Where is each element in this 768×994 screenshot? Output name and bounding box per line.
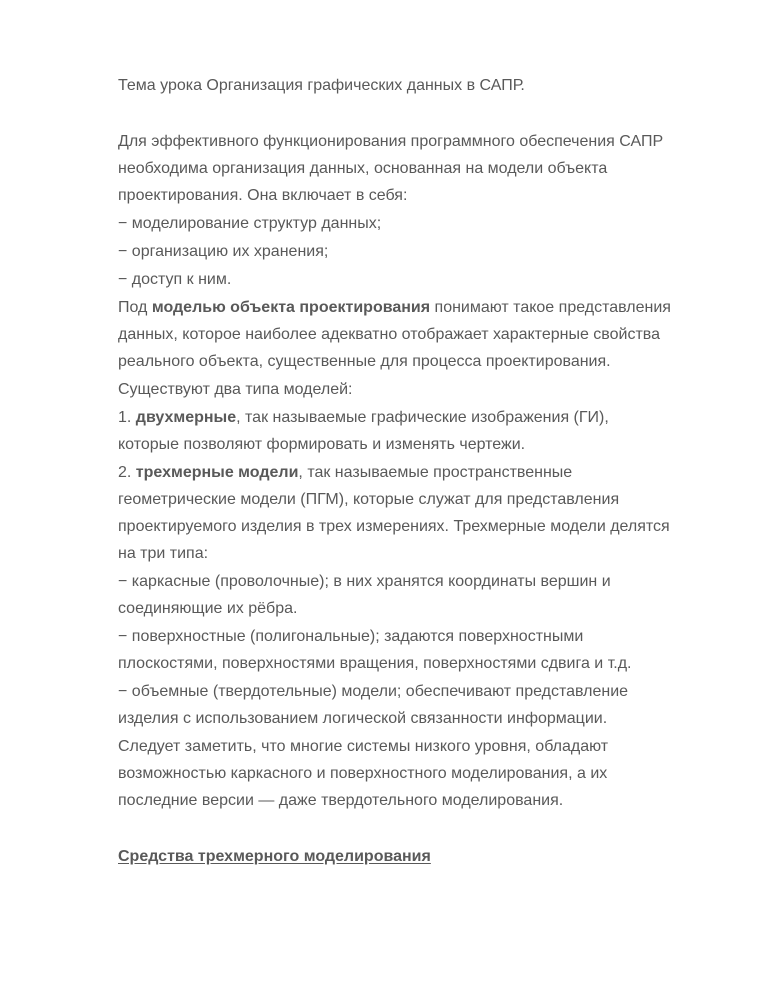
- blank-line: [118, 100, 712, 128]
- text-line: − организацию их хранения;: [118, 243, 329, 260]
- paragraph-lesson-topic: [118, 72, 712, 99]
- text-line: последние версии — даже твердотельного моделирования.: [118, 792, 564, 809]
- text-line: проектирования. Она включает в себя:: [118, 187, 408, 204]
- paragraph-type-2d: [118, 404, 712, 458]
- text-line: [118, 459, 712, 486]
- text-line: − доступ к ним.: [118, 271, 232, 288]
- text-line: Следует заметить, что многие системы низкого уровня, обладают: [118, 738, 609, 755]
- text-line: данных, которое наиболее адекватно отображает характерные свойства: [118, 326, 660, 343]
- text-segment: , так называемые пространственные: [298, 464, 573, 481]
- bullet-item-solid: [118, 678, 712, 732]
- lesson-topic-line: Тема урока Организация графических данных в САПР.: [118, 77, 525, 94]
- paragraph-intro: [118, 128, 712, 209]
- text-line: Существуют два типа моделей:: [118, 381, 353, 398]
- text-line: геометрические модели (ПГМ), которые служат для представления: [118, 491, 620, 508]
- text-line: реального объекта, существенные для процесса проектирования.: [118, 353, 611, 370]
- list-number: 1.: [118, 409, 136, 426]
- bold-term-model-of-design-object: моделью объекта проектирования: [151, 299, 431, 316]
- text-line: [118, 294, 712, 321]
- text-line: изделия с использованием логической связанности информации.: [118, 710, 608, 727]
- section-heading-text: Средства трехмерного моделирования: [118, 848, 431, 865]
- text-line: плоскостями, поверхностями вращения, поверхностями сдвига и т.д.: [118, 655, 632, 672]
- text-segment: , так называемые графические изображения (ГИ),: [236, 409, 609, 426]
- blank-line: [118, 815, 712, 843]
- bold-term-3d-models: трехмерные модели: [135, 464, 299, 481]
- paragraph-two-types: [118, 376, 712, 403]
- text-line: − каркасные (проволочные); в них хранятся координаты вершин и: [118, 573, 611, 590]
- text-line: соединяющие их рёбра.: [118, 600, 298, 617]
- bullet-item-surface: [118, 623, 712, 677]
- text-line: на три типа:: [118, 545, 209, 562]
- text-line: проектируемого изделия в трех измерениях. Трехмерные модели делятся: [118, 518, 670, 535]
- list-number: 2.: [118, 464, 136, 481]
- text-segment: Под: [118, 299, 152, 316]
- text-segment: понимают такое представления: [430, 299, 671, 316]
- text-line: необходима организация данных, основанная на модели объекта: [118, 160, 608, 177]
- bullet-item-storage: [118, 238, 712, 265]
- text-line: возможностью каркасного и поверхностного моделирования, а их: [118, 765, 608, 782]
- text-line: [118, 404, 712, 431]
- text-line: − поверхностные (полигональные); задаются поверхностными: [118, 628, 584, 645]
- paragraph-note: [118, 733, 712, 814]
- bullet-item-data-structures: [118, 210, 712, 237]
- text-line: − объемные (твердотельные) модели; обеспечивают представление: [118, 683, 629, 700]
- bullet-item-wireframe: [118, 568, 712, 622]
- text-line: которые позволяют формировать и изменять чертежи.: [118, 436, 526, 453]
- bullet-item-access: [118, 266, 712, 293]
- text-line: Для эффективного функционирования программного обеспечения САПР: [118, 133, 664, 150]
- paragraph-model-definition: [118, 294, 712, 375]
- text-line: − моделирование структур данных;: [118, 215, 382, 232]
- paragraph-type-3d: [118, 459, 712, 567]
- text-line: [118, 843, 712, 870]
- bold-term-2d: двухмерные: [135, 409, 237, 426]
- section-heading-3d-modeling-tools: [118, 843, 712, 870]
